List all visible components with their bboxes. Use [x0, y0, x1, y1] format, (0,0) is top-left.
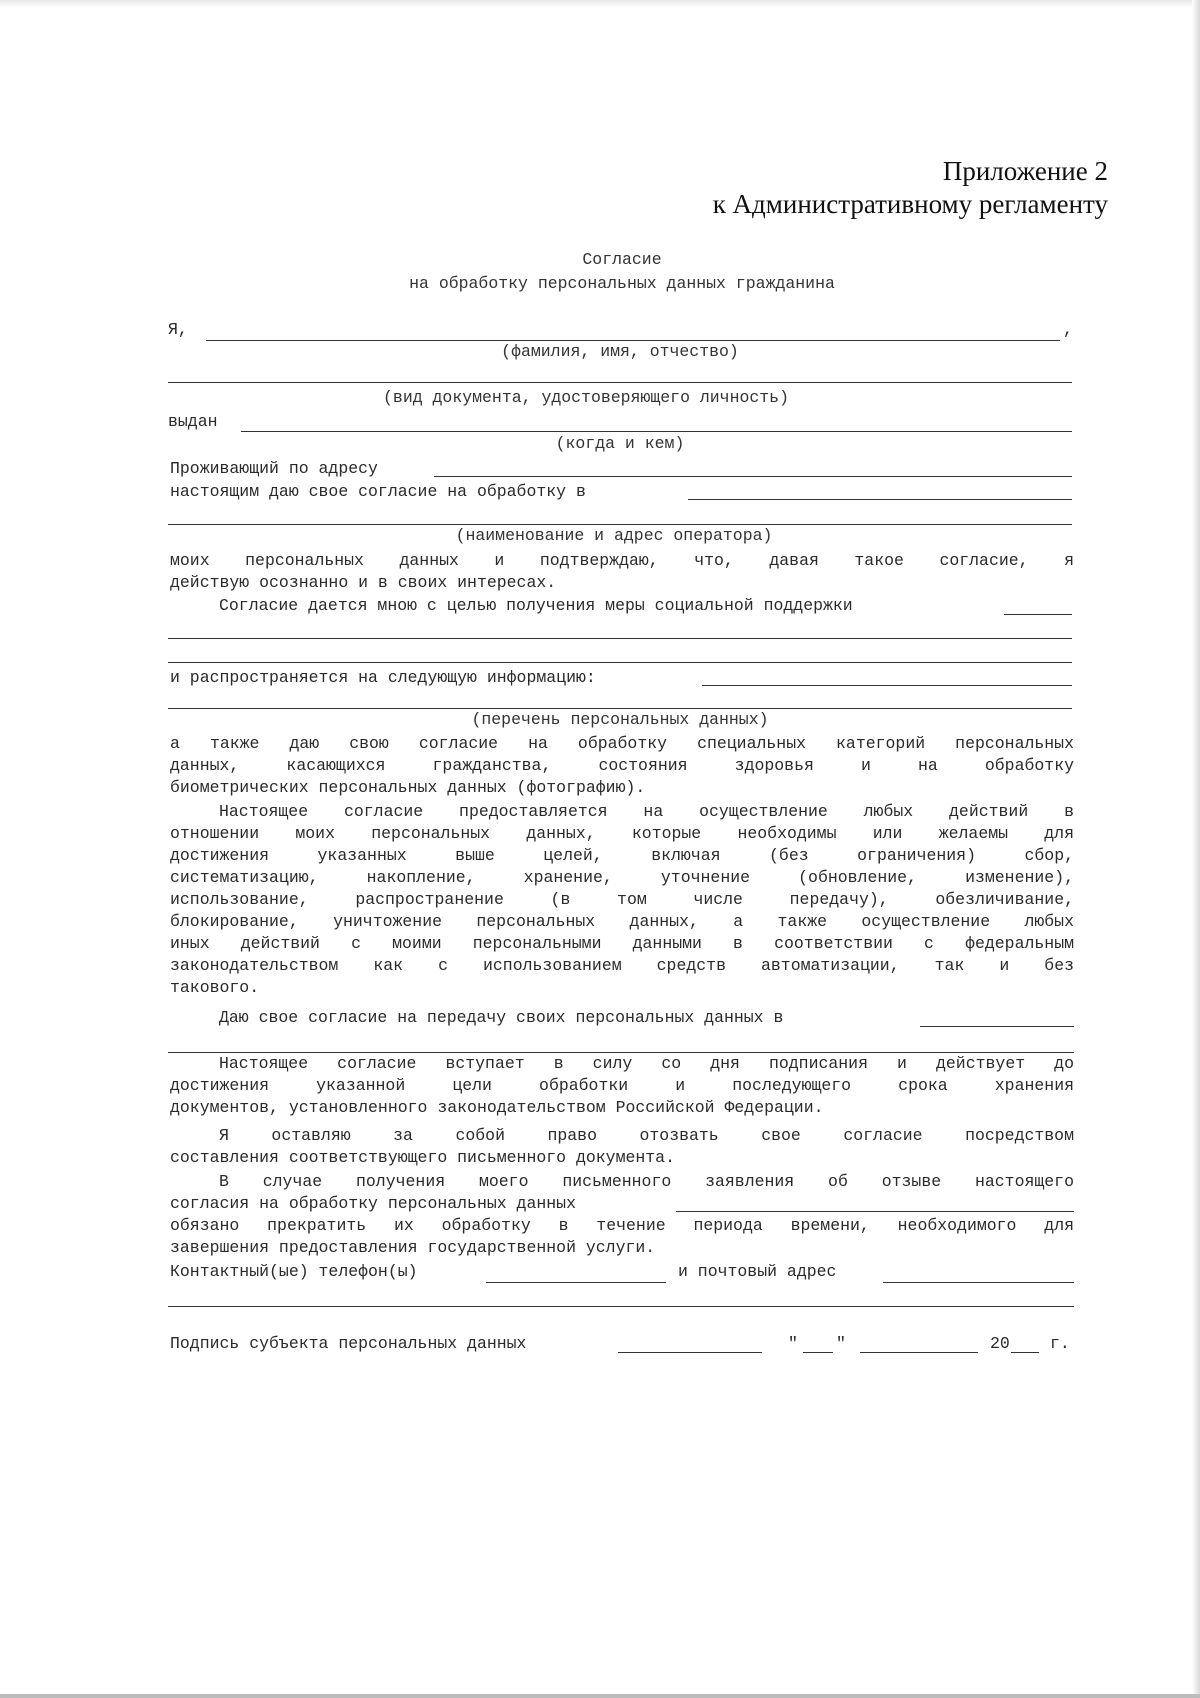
address-field-line[interactable]: [434, 476, 1072, 477]
text-line: систематизацию, накопление, хранение, уточнение (обновление, изменение),: [170, 868, 1074, 887]
scan-edge: [0, 1694, 1200, 1698]
withdrawal-field-line[interactable]: [676, 1211, 1074, 1212]
day-field-line[interactable]: [803, 1352, 833, 1353]
signature-field-line[interactable]: [618, 1352, 762, 1353]
id-document-field-line[interactable]: [168, 382, 1072, 383]
issued-caption: (когда и кем): [555, 434, 685, 453]
text-line: достижения указанных выше целей, включая (без ограничения) сбор,: [170, 846, 1074, 865]
text-line: достижения указанной цели обработки и последующего срока хранения: [170, 1076, 1074, 1095]
year-prefix: 20: [990, 1334, 1010, 1353]
appendix-line: Приложение 2: [942, 156, 1108, 186]
signature-label: Подпись субъекта персональных данных: [170, 1334, 527, 1353]
text-line: данных, касающихся гражданства, состояния здоровья и на обработку: [170, 756, 1074, 775]
ya-label: Я,: [168, 320, 188, 339]
text-line: В случае получения моего письменного заявления об отзыве настоящего: [219, 1172, 1074, 1191]
text-line: завершения предоставления государственной услуги.: [170, 1238, 656, 1257]
text-line: согласия на обработку персональных данных: [170, 1194, 576, 1213]
text-line: а также даю свою согласие на обработку специальных категорий персональных: [170, 734, 1074, 753]
scan-edge: [0, 0, 1200, 8]
info-label: и распространяется на следующую информацию:: [170, 668, 596, 687]
text-line: блокирование, уничтожение персональных данных, а также осуществление любых: [170, 912, 1074, 931]
operator-field-line[interactable]: [688, 499, 1072, 500]
info-field-line[interactable]: [702, 685, 1072, 686]
purpose-field-line-2[interactable]: [168, 638, 1072, 639]
appendix-header: [713, 155, 1108, 221]
phone-field-line[interactable]: [486, 1282, 666, 1283]
text-line: иных действий с моими персональными данными в соответствии с федеральным: [170, 934, 1074, 953]
info-field-line-2[interactable]: [168, 708, 1072, 709]
fio-field-line[interactable]: [206, 340, 1060, 341]
text-line: использование, распространение (в том числе передачу), обезличивание,: [170, 890, 1074, 909]
id-document-caption: (вид документа, удостоверяющего личность): [383, 388, 789, 407]
issued-label: выдан: [168, 412, 218, 431]
transfer-field-line-2[interactable]: [168, 1052, 1074, 1053]
contacts-field-line-2[interactable]: [168, 1306, 1074, 1307]
text-line: Настоящее согласие предоставляется на осуществление любых действий в: [219, 802, 1074, 821]
operator-caption: (наименование и адрес оператора): [455, 526, 773, 545]
text-line: Настоящее согласие вступает в силу со дня подписания и действует до: [219, 1054, 1074, 1073]
year-suffix: г.: [1050, 1334, 1070, 1353]
transfer-field-line[interactable]: [920, 1026, 1074, 1027]
operator-field-line-2[interactable]: [168, 524, 1072, 525]
text-line: обязано прекратить их обработку в течение периода времени, необходимого для: [170, 1216, 1074, 1235]
text-line: Я оставляю за собой право отозвать свое согласие посредством: [219, 1126, 1074, 1145]
mail-label: и почтовый адрес: [678, 1262, 837, 1281]
mail-field-line[interactable]: [883, 1282, 1074, 1283]
purpose-label: Согласие дается мною с целью получения меры социальной поддержки: [219, 596, 853, 615]
personal-data-caption: (перечень персональных данных): [471, 710, 769, 729]
year-field-line[interactable]: [1011, 1352, 1039, 1353]
text-line: такового.: [170, 978, 260, 997]
quote-open: ": [788, 1334, 798, 1353]
scan-edge: [1192, 0, 1200, 1698]
purpose-field-line-3[interactable]: [168, 662, 1072, 663]
text-line: биометрических персональных данных (фотографию).: [170, 778, 646, 797]
purpose-field-line[interactable]: [1004, 614, 1072, 615]
quote-close: ": [836, 1334, 846, 1353]
month-field-line[interactable]: [860, 1352, 978, 1353]
phone-label: Контактный(ые) телефон(ы): [170, 1262, 418, 1281]
text-line: отношении моих персональных данных, которые необходимы или желаемы для: [170, 824, 1074, 843]
consent-operator-label: настоящим даю свое согласие на обработку в: [170, 482, 586, 501]
document-title: Согласие: [582, 250, 662, 269]
text-line: моих персональных данных и подтверждаю, что, давая такое согласие, я: [170, 551, 1074, 570]
comma: ,: [1063, 320, 1073, 339]
transfer-label: Даю свое согласие на передачу своих персональных данных в: [219, 1008, 784, 1027]
address-label: Проживающий по адресу: [170, 459, 378, 478]
text-line: документов, установленного законодательством Российской Федерации.: [170, 1098, 824, 1117]
issued-field-line[interactable]: [241, 431, 1072, 432]
text-line: действую осознанно и в своих интересах.: [170, 573, 557, 592]
document-subtitle: на обработку персональных данных гражданина: [409, 274, 835, 293]
text-line: законодательством как с использованием средств автоматизации, так и без: [170, 956, 1074, 975]
text-line: составления соответствующего письменного документа.: [170, 1148, 675, 1167]
fio-caption: (фамилия, имя, отчество): [501, 342, 739, 361]
appendix-line: к Административному регламенту: [712, 189, 1108, 219]
